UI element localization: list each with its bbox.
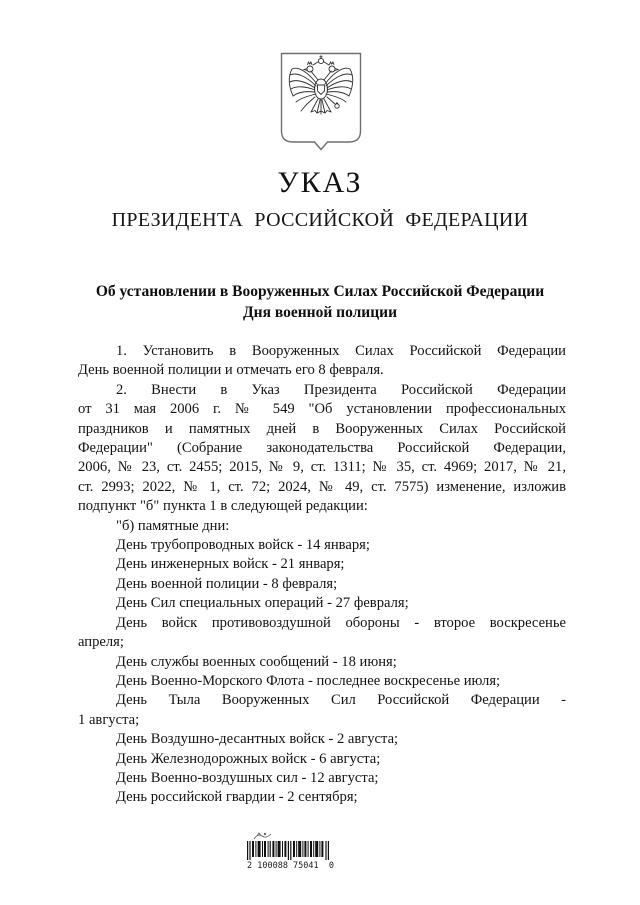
document-line: День Тыла Вооруженных Сил Российской Федерации -	[116, 692, 566, 709]
doc-subject-heading	[60, 281, 580, 323]
document-line: 2. Внести в Указ Президента Российской Федерации	[116, 381, 566, 398]
russian-coat-of-arms-icon	[280, 52, 362, 152]
document-line: День Военно-Морского Флота - последнее воскресенье июля;	[116, 672, 501, 689]
document-line: День Сил специальных операций - 27 февраля;	[116, 595, 409, 612]
document-line: День российской гвардии - 2 сентября;	[116, 789, 358, 806]
document-line: "б) памятные дни:	[116, 517, 230, 534]
document-line: ст. 2993; 2022, № 1, ст. 72; 2024, № 49, ст. 7575) изменение, изложив	[78, 478, 566, 495]
doc-subject-line2: Дня военной полиции	[242, 304, 398, 321]
document-line: 1 августа;	[78, 711, 140, 728]
document-body	[78, 342, 566, 808]
doc-issuer-title: ПРЕЗИДЕНТА РОССИЙСКОЙ ФЕДЕРАЦИИ	[111, 209, 529, 231]
document-line: День Воздушно-десантных войск - 2 августа;	[116, 731, 399, 748]
document-line: День Железнодорожных войск - 6 августа;	[116, 750, 381, 767]
document-line: подпункт "б" пункта 1 в следующей редакции:	[78, 498, 368, 515]
ean-barcode-icon	[247, 841, 331, 860]
barcode-digits: 2 100088 75041 0	[247, 861, 334, 871]
document-line: День войск противовоздушной обороны - второе воскресенье	[116, 614, 566, 631]
document-line: 2006, № 23, ст. 2455; 2015, № 9, ст. 1311; № 35, ст. 4969; 2017, № 21,	[78, 459, 566, 476]
document-line: День службы военных сообщений - 18 июня;	[116, 653, 397, 670]
document-line: праздников и памятных дней в Вооруженных Силах Российской	[78, 420, 566, 437]
doc-subject-line1: Об установлении в Вооруженных Силах Российской Федерации	[95, 283, 545, 300]
document-line: Федерации" (Собрание законодательства Российской Федерации,	[78, 440, 566, 457]
document-line: День трубопроводных войск - 14 января;	[116, 537, 370, 554]
document-line: День военной полиции - 8 февраля;	[116, 575, 338, 592]
doc-type-title: УКАЗ	[277, 166, 363, 199]
document-line: от 31 мая 2006 г. № 549 "Об установлении профессиональных	[78, 401, 566, 418]
document-line: День инженерных войск - 21 января;	[116, 556, 345, 573]
document-line: День военной полиции и отмечать его 8 февраля.	[78, 362, 384, 379]
document-line: апреля;	[78, 634, 124, 651]
issuer-mark-icon	[251, 830, 275, 841]
emblem-plaque	[280, 52, 362, 152]
barcode-block	[247, 830, 339, 871]
document-line: 1. Установить в Вооруженных Силах Российской Федерации	[116, 343, 566, 359]
document-line: День Военно-воздушных сил - 12 августа;	[116, 769, 379, 786]
